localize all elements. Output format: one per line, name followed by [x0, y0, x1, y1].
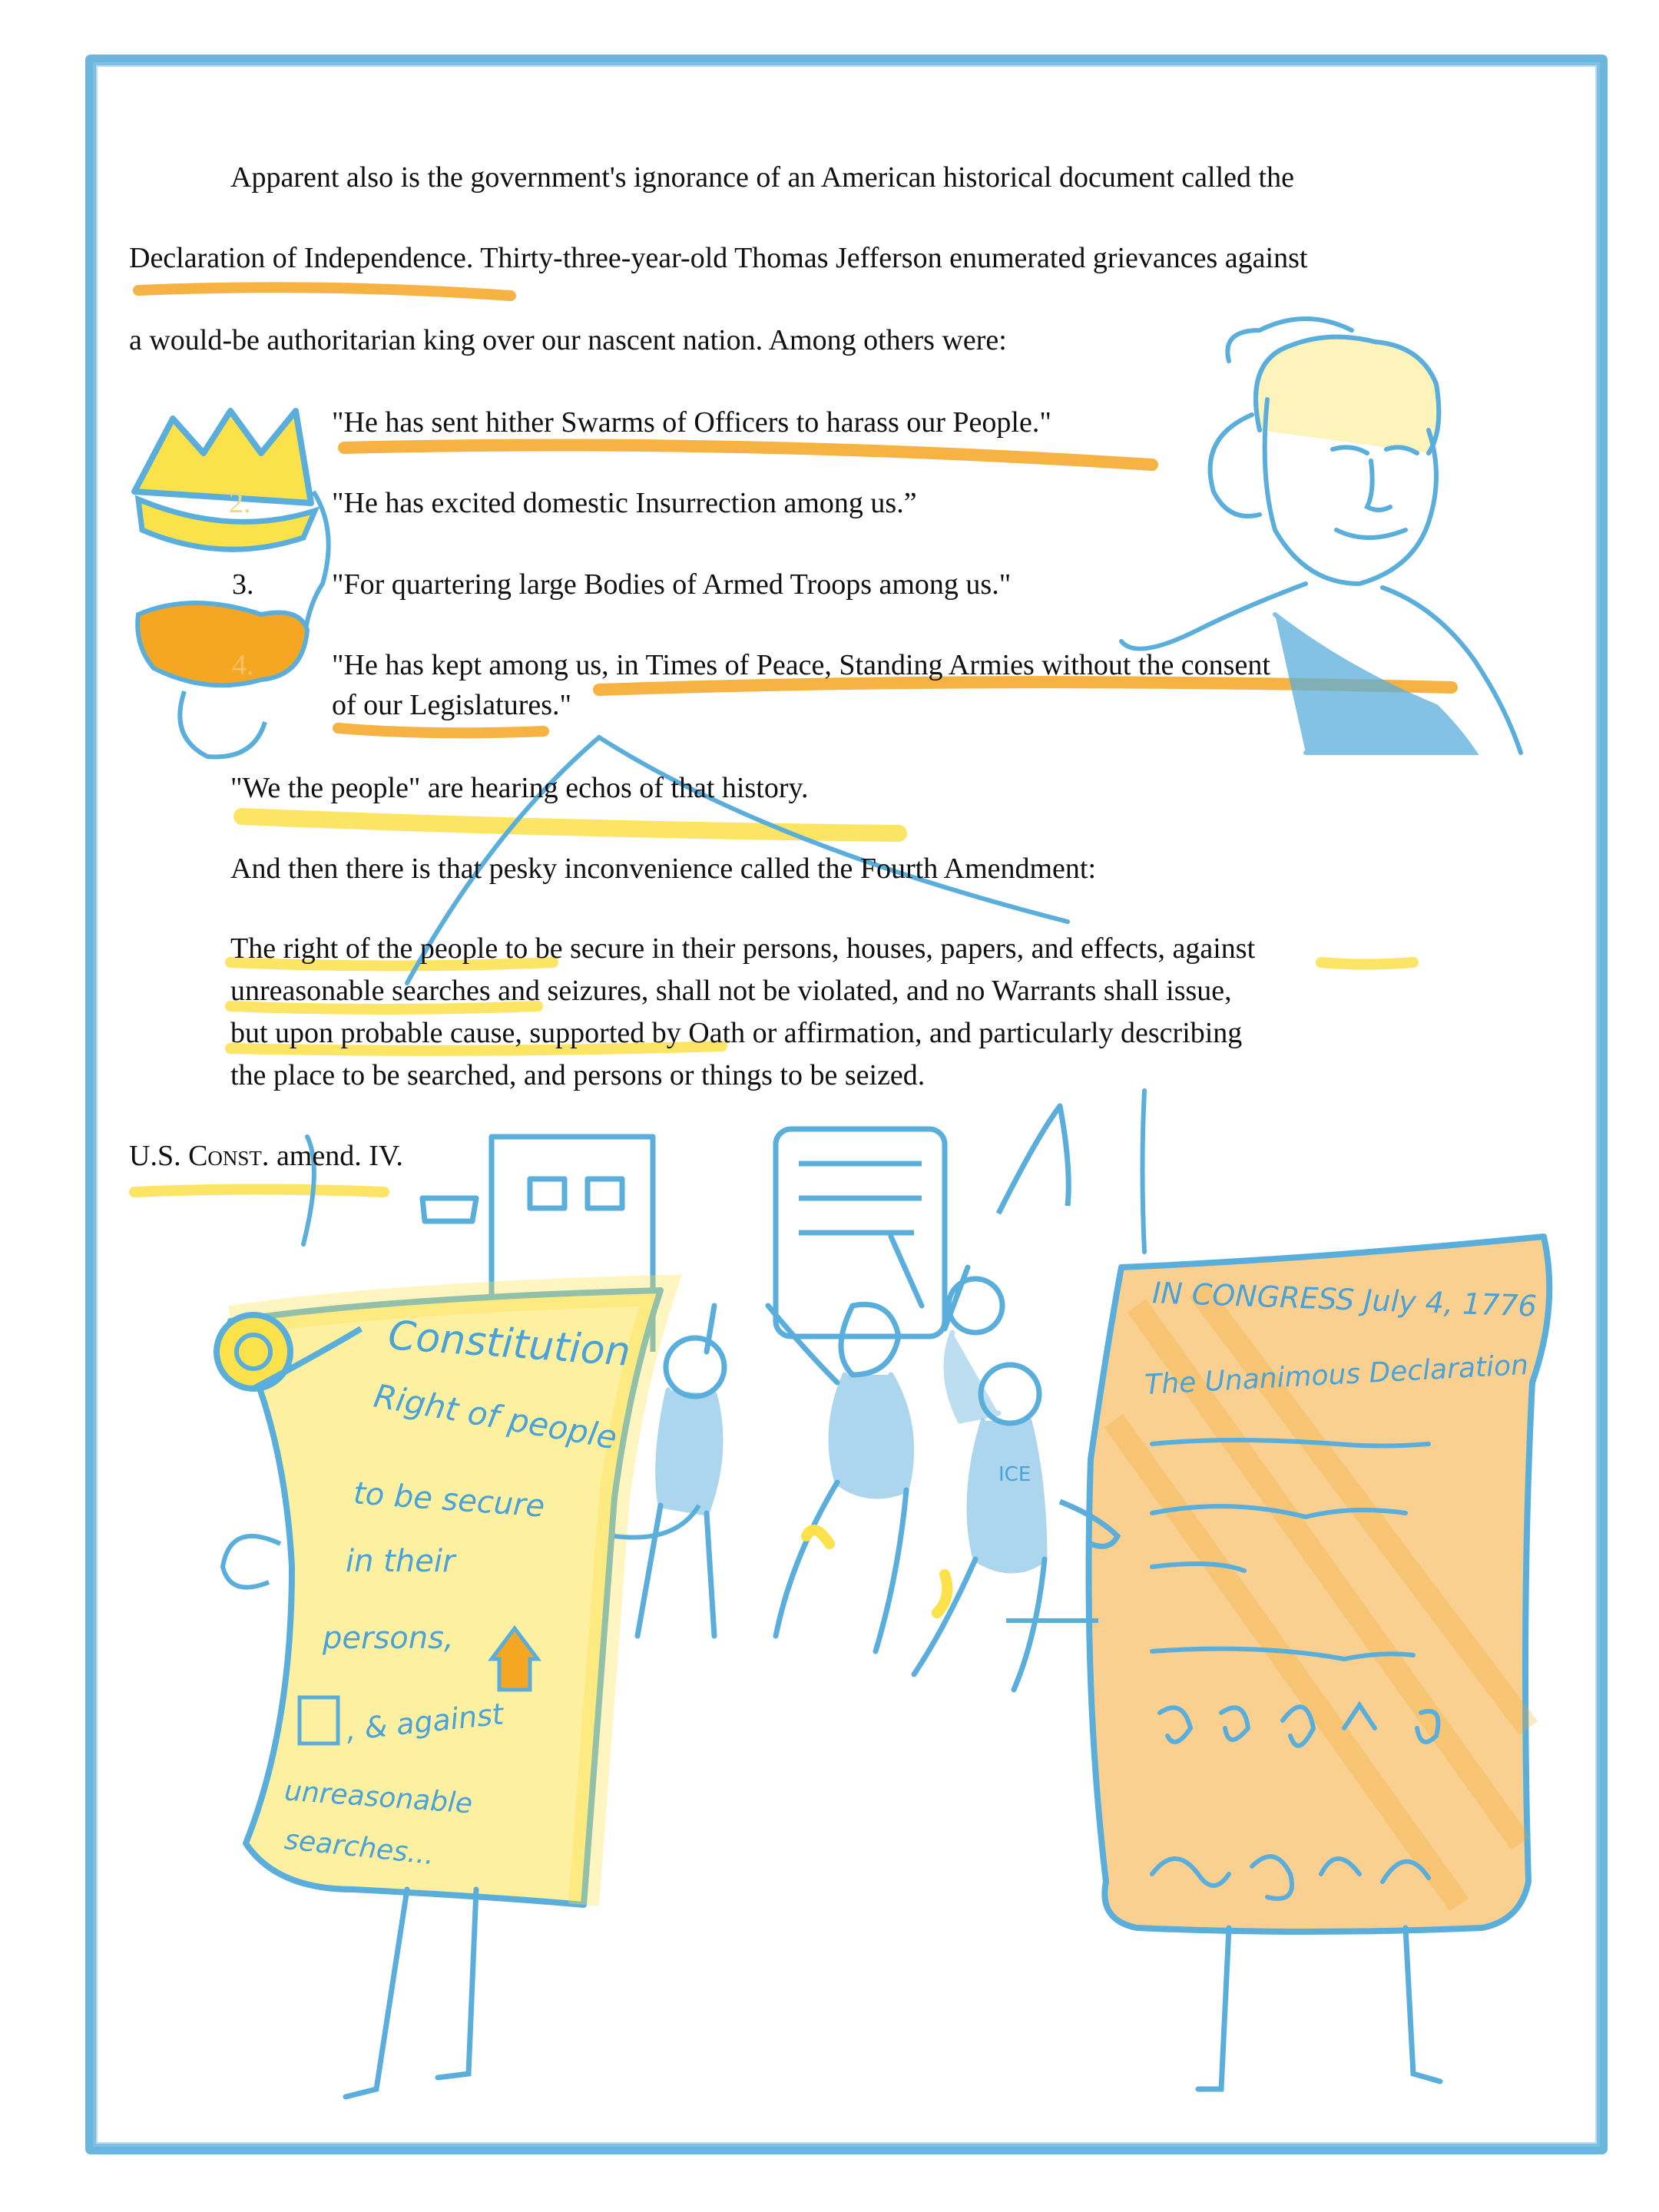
officers-group [637, 1237, 1045, 1690]
constitution-line-2: to be secure [352, 1475, 546, 1525]
constitution-line-1: Right of people [371, 1376, 620, 1457]
grievance-text-4b: of our Legislatures." [332, 689, 572, 721]
declaration-line-1: IN CONGRESS July 4, 1776 [1151, 1276, 1538, 1323]
we-the-people: "We the people" are hearing echos of that history. [230, 772, 809, 804]
grievance-number-4: 4. [232, 649, 254, 681]
constitution-line-7: searches... [283, 1823, 436, 1872]
grievance-number-2: 2. [229, 487, 251, 519]
highlight-against [1321, 962, 1413, 965]
constitution-line-6: unreasonable [283, 1775, 474, 1820]
highlight-declaration [138, 287, 511, 296]
grievance-text-3: "For quartering large Bodies of Armed Troops among us." [332, 568, 1012, 601]
grievance-text-2: "He has excited domestic Insurrection among us.” [332, 487, 917, 519]
intro-line-1: Apparent also is the government's ignorance of an American historical document called the [230, 161, 1294, 194]
citation [129, 1138, 403, 1174]
quote-line-2: unreasonable searches and seizures, shall not be violated, and no Warrants shall issue, [230, 975, 1232, 1007]
highlight-grievance-4b [338, 728, 544, 733]
intro-line-2: Declaration of Independence. Thirty-three-year-old Thomas Jefferson enumerated grievances against [129, 242, 1308, 274]
grievance-text-1: "He has sent hither Swarms of Officers to harass our People." [332, 406, 1051, 439]
grievance-text-4a: "He has kept among us, in Times of Peace, Standing Armies without the consent [332, 649, 1270, 681]
declaration-line-2: The Unanimous Declaration [1144, 1349, 1529, 1402]
grievance-number-3: 3. [232, 568, 254, 601]
quote-line-4: the place to be searched, and persons or things to be seized. [230, 1059, 926, 1091]
citation-suffix: amend. IV. [269, 1140, 403, 1172]
citation-const: Const. [188, 1140, 270, 1172]
officer-badge: ICE [998, 1463, 1031, 1486]
constitution-line-5: , & against [344, 1697, 505, 1747]
highlight-grievance-1 [344, 445, 1152, 465]
constitution-line-3: in their [346, 1544, 455, 1579]
citation-prefix: U.S. [129, 1140, 189, 1172]
wig-icon [137, 603, 307, 757]
highlight-we-the-people [242, 816, 899, 833]
quote-line-1: The right of the people to be secure in their persons, houses, papers, and effects, against [230, 932, 1256, 965]
intro-line-3: a would-be authoritarian king over our nascent nation. Among others were: [129, 324, 1007, 356]
quote-line-3: but upon probable cause, supported by Oath or affirmation, and particularly describing [230, 1017, 1243, 1049]
constitution-title: Constitution [386, 1313, 632, 1376]
constitution-line-4: persons, [323, 1621, 454, 1656]
fourth-amendment-intro: And then there is that pesky inconvenience called the Fourth Amendment: [230, 853, 1097, 885]
highlight-citation [134, 1190, 384, 1193]
